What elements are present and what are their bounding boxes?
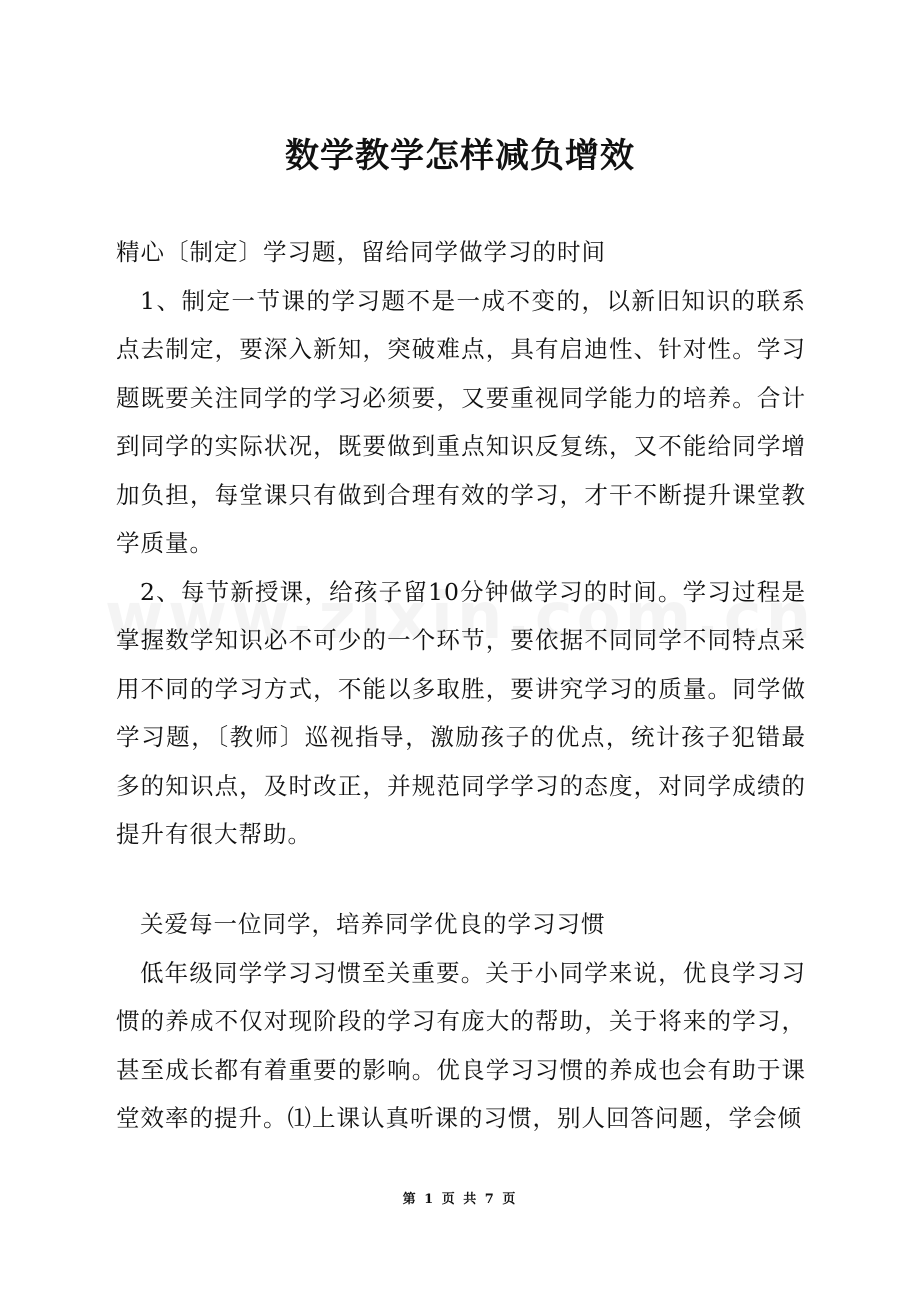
section-1-heading: 精心〔制定〕学习题，留给同学做学习的时间 (116, 238, 606, 266)
document-title: 数学教学怎样减负增效 (285, 136, 635, 176)
section-1-paragraph-2: 2、每节新授课，给孩子留10分钟做学习的时间。学习过程是掌握数学知识必不可少的一个环节，要依据不同同学不同特点采用不同的学习方式，不能以多取胜，要讲究学习的质量。同学做学习题，〔教师〕巡视指导，激励孩子的优点，统计孩子犯错最多的知识点，及时改正，并规范同学学习的态度，对同学成绩的提升有很大帮助。 (116, 577, 806, 848)
section-1 (116, 228, 806, 859)
section-2-heading: 关爱每一位同学，培养同学优良的学习习惯 (140, 910, 606, 938)
section-2-paragraph-1: 低年级同学学习习惯至关重要。关于小同学来说，优良学习习惯的养成不仅对现阶段的学习有庞大的帮助，关于将来的学习，甚至成长都有着重要的影响。优良学习习惯的养成也会有助于课堂效率的提升。⑴上课认真听课的习惯，别人回答问题，学会倾 (116, 958, 806, 1132)
page-footer: 第 1 页 共 7 页 (402, 1192, 518, 1207)
section-1-paragraph-1: 1、制定一节课的学习题不是一成不变的，以新旧知识的联系点去制定，要深入新知，突破难点，具有启迪性、针对性。学习题既要关注同学的学习必须要，又要重视同学能力的培养。合计到同学的实际状况，既要做到重点知识反复练，又不能给同学增加负担，每堂课只有做到合理有效的学习，才干不断提升课堂教学质量。 (116, 286, 806, 557)
section-2 (116, 900, 806, 1143)
